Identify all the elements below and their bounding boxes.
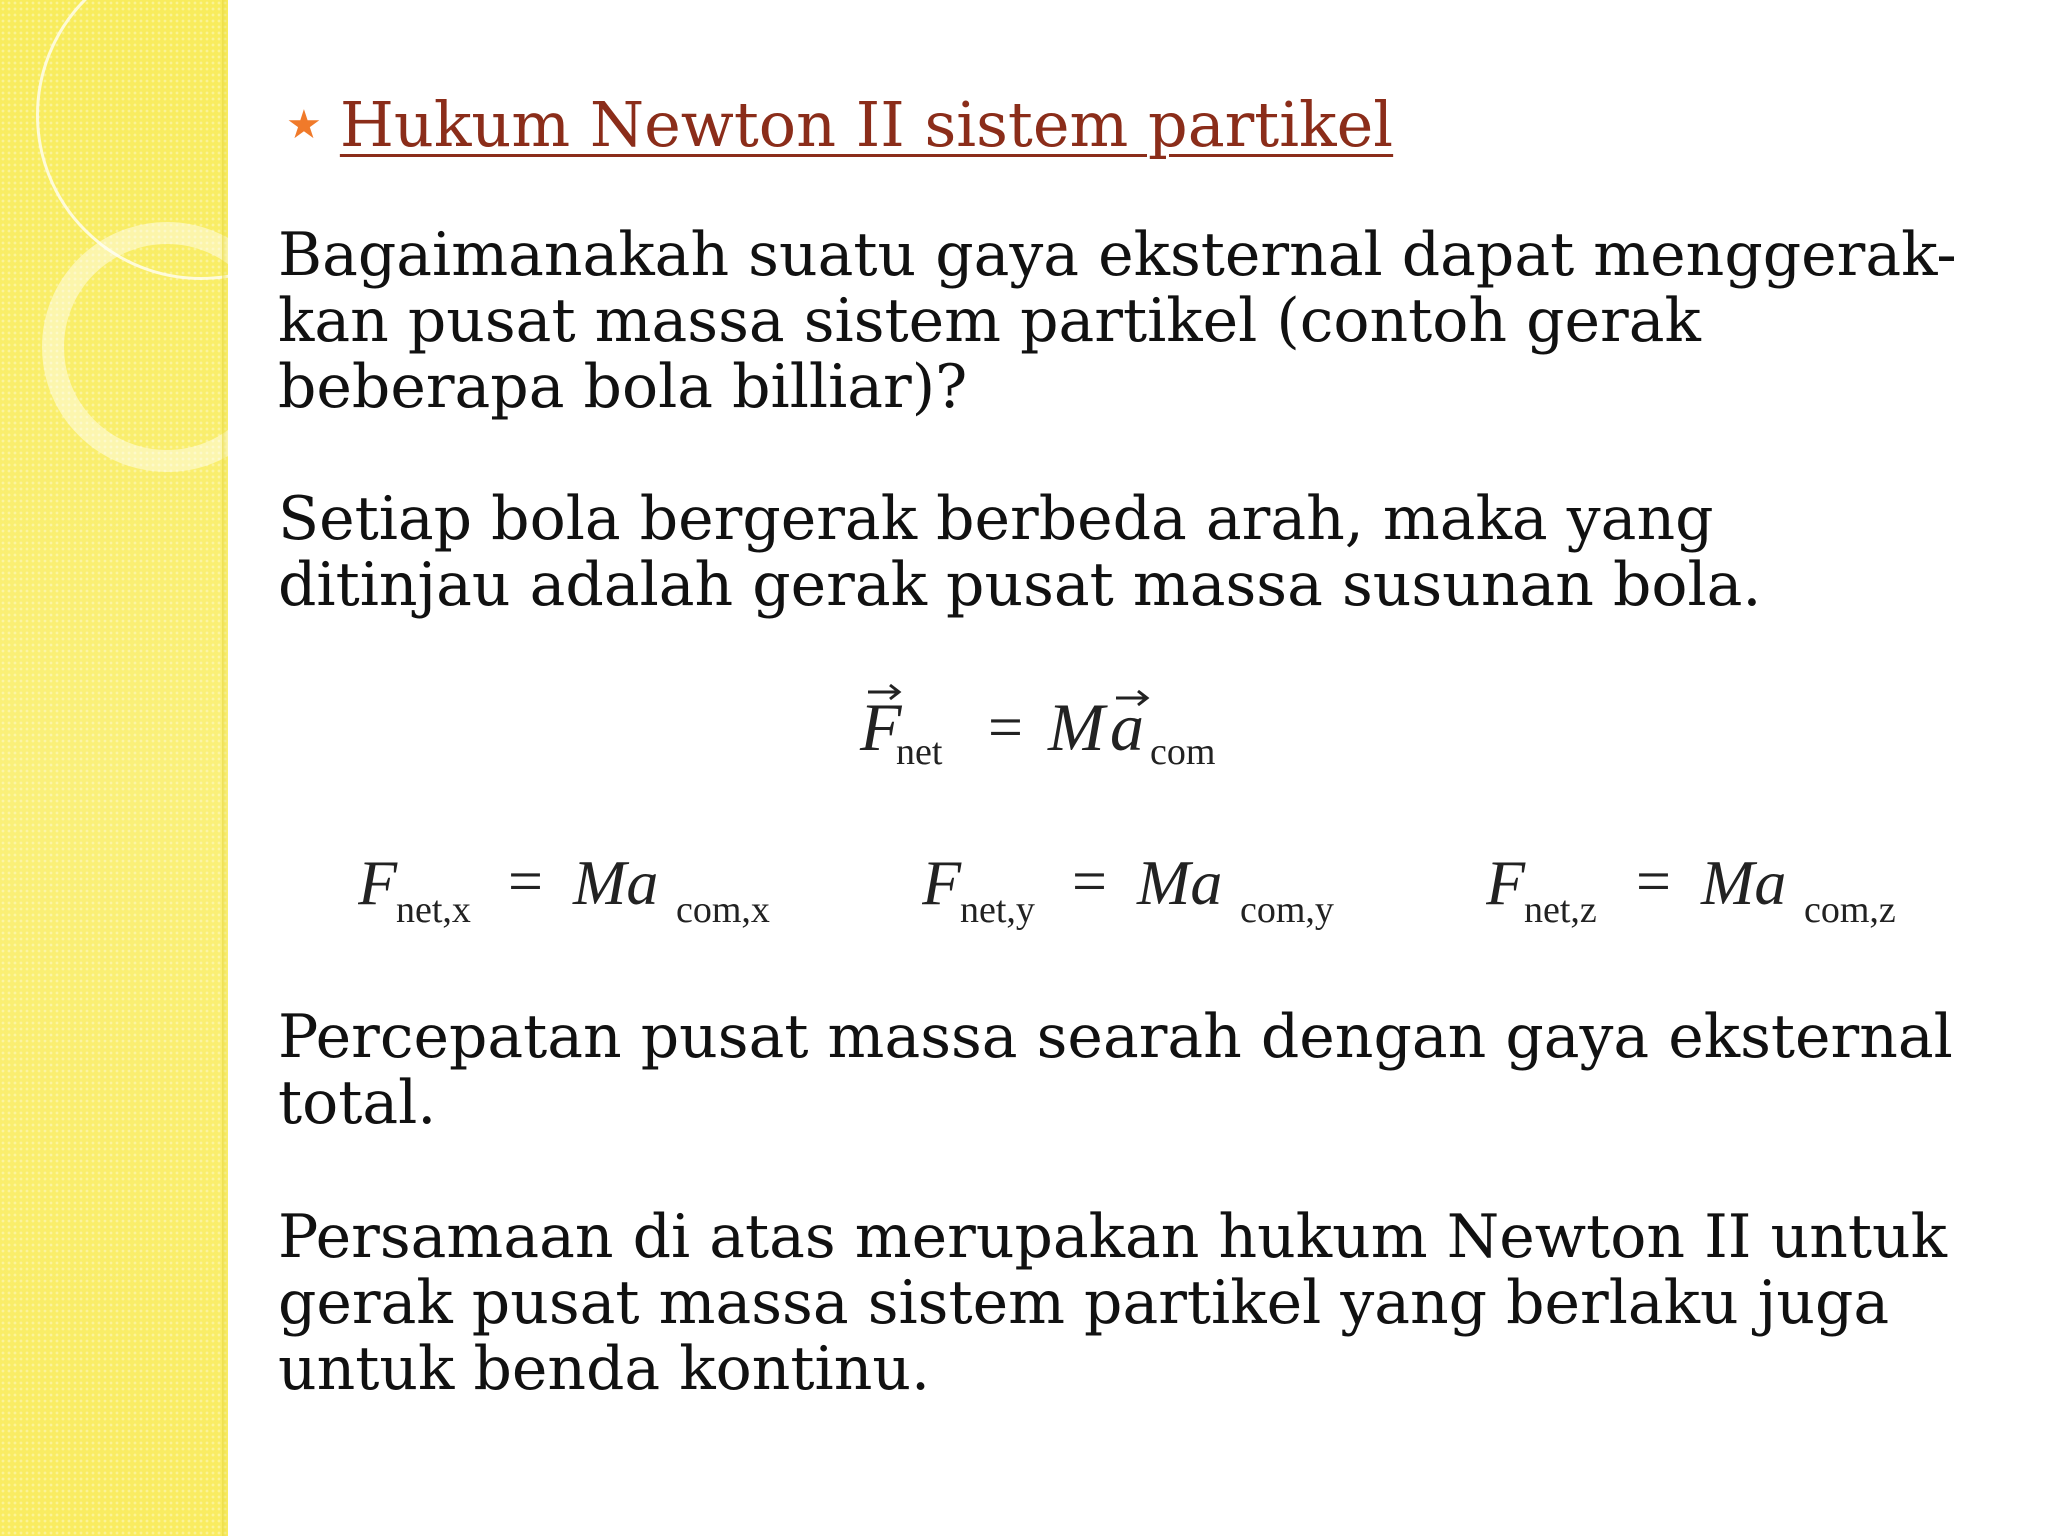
paragraph-line: Setiap bola bergerak berbeda arah, maka yang [278,484,1714,554]
eq-x-lhs-sub: net,x [396,889,471,931]
eq-y-lhs: F [922,847,962,918]
eq-z-rhs-sub: com,z [1804,889,1896,931]
eq-main-accel: a [1110,689,1144,765]
paragraph-line: gerak pusat massa sistem partikel yang berlaku juga [278,1268,1890,1338]
decorative-sidebar [0,0,228,1536]
paragraph-line: beberapa bola billiar)? [278,352,968,422]
eq-main-equals: = [988,694,1023,762]
eq-y-rhs-sub: com,y [1240,889,1334,931]
eq-z-rhs: Ma [1701,847,1787,918]
paragraph-line: Bagaimanakah suatu gaya eksternal dapat menggerak- [278,220,1957,290]
sidebar-edge [222,0,228,1536]
paragraph-line: ditinjau adalah gerak pusat massa susunan bola. [278,550,1762,620]
equation-main [858,676,1418,776]
decorative-ring-thick [42,222,228,472]
eq-x-rhs-sub: com,x [676,889,770,931]
component-equations [358,842,1998,942]
paragraph-question [278,222,1957,420]
equation-component-x [358,842,818,942]
slide-heading [286,88,1393,161]
eq-y-lhs-sub: net,y [960,889,1035,931]
eq-y-equals: = [1072,848,1107,916]
eq-z-equals: = [1636,848,1671,916]
paragraph-line: untuk benda kontinu. [278,1334,931,1404]
eq-x-equals: = [508,848,543,916]
eq-main-lhs: F [860,689,902,765]
eq-x-lhs: F [358,847,398,918]
eq-main-lhs-sub: net [896,731,943,773]
eq-x-rhs: Ma [573,847,659,918]
paragraph-conclusion [278,1204,1947,1402]
paragraph-line: kan pusat massa sistem partikel (contoh gerak [278,286,1701,356]
paragraph-line: Persamaan di atas merupakan hukum Newton II untuk [278,1202,1947,1272]
paragraph-acceleration [278,1004,1953,1136]
paragraph-line: Percepatan pusat massa searah dengan gaya eksternal [278,1002,1953,1072]
paragraph-explanation [278,486,1762,618]
eq-main-rhs-sub: com [1150,731,1216,773]
eq-main-mass: M [1048,689,1105,765]
eq-y-rhs: Ma [1137,847,1223,918]
star-icon: ★ [286,101,322,148]
eq-z-lhs: F [1486,847,1526,918]
equation-component-z [1486,842,1946,942]
equation-component-y [922,842,1382,942]
heading-text: Hukum Newton II sistem partikel [339,88,1394,161]
eq-z-lhs-sub: net,z [1524,889,1597,931]
paragraph-line: total. [278,1068,437,1138]
